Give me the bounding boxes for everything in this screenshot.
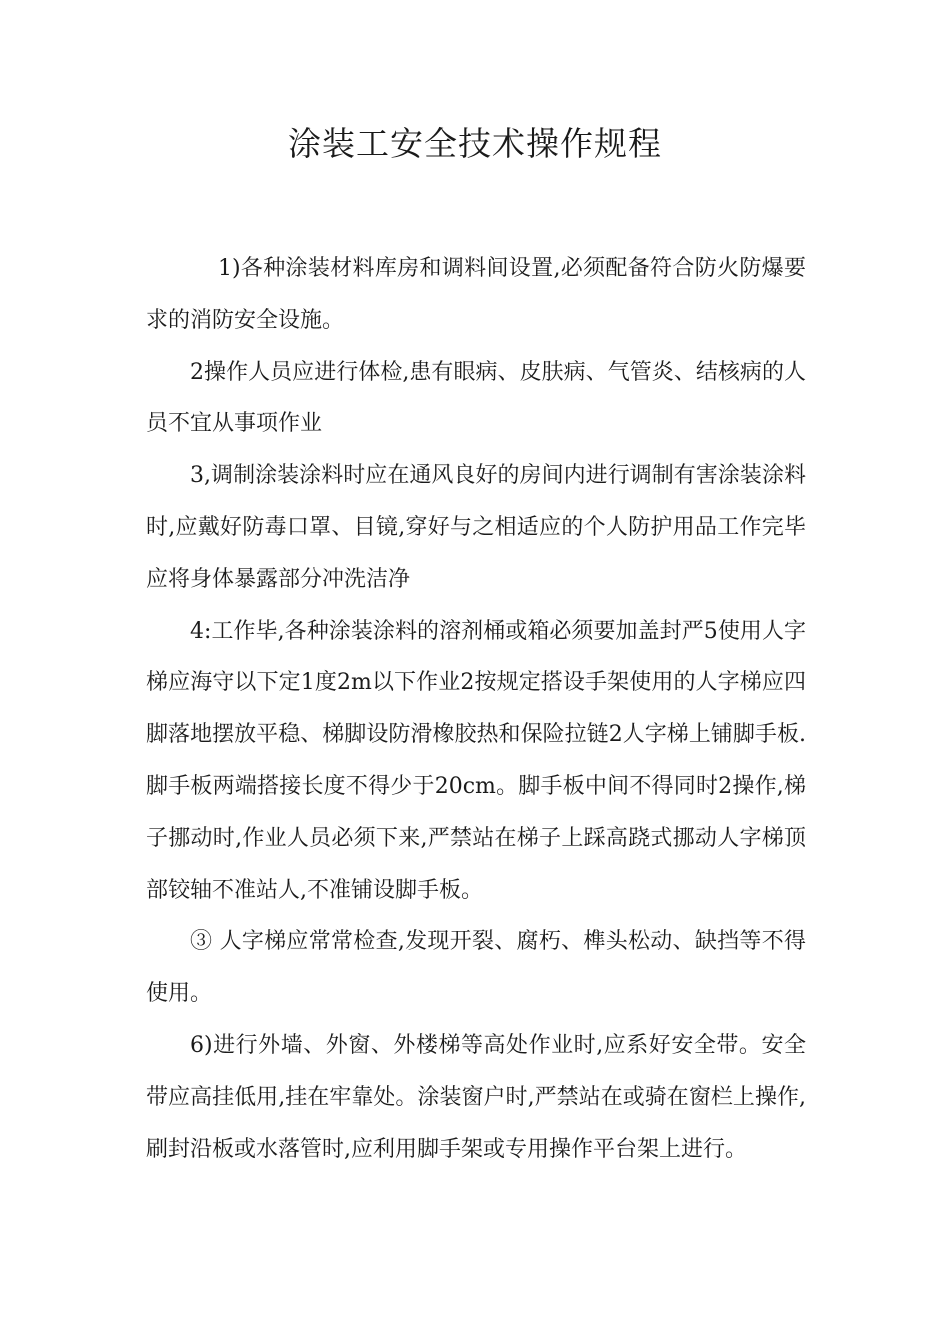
document-title: 涂装工安全技术操作规程 [288, 124, 662, 163]
paragraph-6: 6)进行外墙、外窗、外楼梯等高处作业时,应系好安全带。安全带应高挂低用,挂在牢靠处。涂装窗户时,严禁站在或骑在窗栏上操作,刷封沿板或水落管时,应利用脚手架或专用操作平台架上进行。 [146, 1032, 806, 1162]
paragraph-4: 4:工作毕,各种涂装涂料的溶剂桶或箱必须要加盖封严5使用人字梯应海守以下定1度2m以下作业2按规定搭设手架使用的人字梯应四脚落地摆放平稳、梯脚设防滑橡胶热和保险拉链2人字梯上铺脚手板.脚手板两端搭接长度不得少于20cm。脚手板中间不得同时2操作,梯子挪动时,作业人员必须下来,严禁站在梯子上踩高跷式挪动人字梯顶部铰轴不准站人,不准铺设脚手板。 [146, 618, 806, 903]
paragraph-5: ③ 人字梯应常常检查,发现开裂、腐朽、榫头松动、缺挡等不得使用。 [146, 929, 806, 1007]
paragraph-2: 2操作人员应进行体检,患有眼病、皮肤病、气管炎、结核病的人员不宜从事项作业 [146, 359, 806, 437]
paragraph-1: 1)各种涂装材料库房和调料间设置,必须配备符合防火防爆要求的消防安全设施。 [146, 256, 806, 333]
document-body [146, 243, 806, 1175]
paragraph-3: 3,调制涂装涂料时应在通风良好的房间内进行调制有害涂装涂料时,应戴好防毒口罩、目镜,穿好与之相适应的个人防护用品工作完毕应将身体暴露部分冲洗洁净 [146, 463, 806, 592]
